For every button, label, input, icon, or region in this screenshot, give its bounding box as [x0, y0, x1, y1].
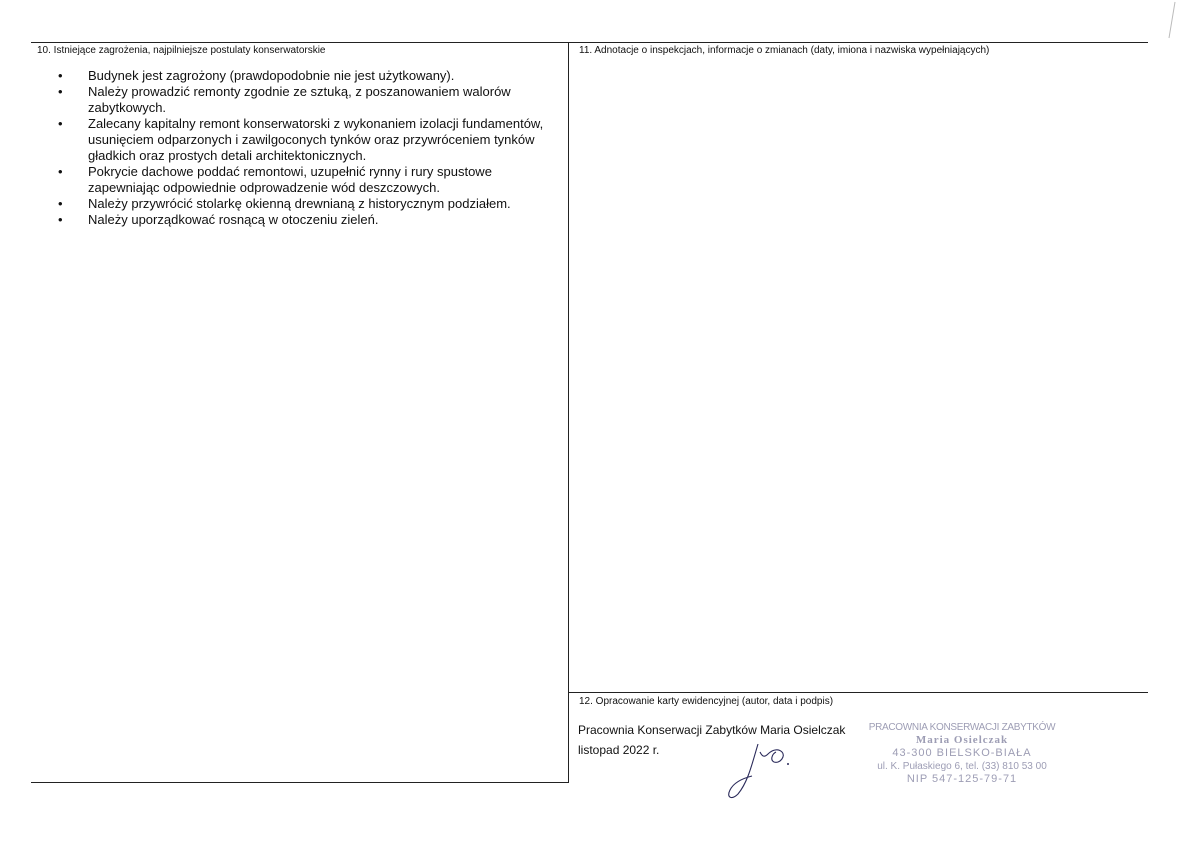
- date-text: listopad 2022 r.: [578, 743, 660, 757]
- list-item: • Należy prowadzić remonty zgodnie ze sztuką, z poszanowaniem walorów zabytkowych.: [58, 84, 558, 116]
- stamp-line-4: ul. K. Pułaskiego 6, tel. (33) 810 53 00: [877, 761, 1047, 772]
- column-divider-line: [568, 42, 569, 783]
- section12-label: 12. Opracowanie karty ewidencyjnej (autor, data i podpis): [579, 696, 834, 707]
- signature-mark: [718, 734, 808, 804]
- stamp-line-2: Maria Osielczak: [915, 734, 1009, 746]
- scan-mark: [1163, 0, 1179, 40]
- section10-label: 10. Istniejące zagrożenia, najpilniejsze postulaty konserwatorskie: [37, 45, 326, 56]
- stamp-line-3: 43-300 BIELSKO-BIAŁA: [892, 747, 1032, 759]
- list-item: • Należy uporządkować rosnącą w otoczeniu zieleń.: [58, 212, 558, 228]
- list-item: • Zalecany kapitalny remont konserwatorski z wykonaniem izolacji fundamentów, usunięciem odparzonych i zawilgoconych tynków oraz przywróceniem tynków gładkich oraz prostych detali architektonicznych.: [58, 116, 558, 164]
- section12-top-line: [568, 692, 1148, 693]
- stamp-line-1: PRACOWNIA KONSERWACJI ZABYTKÓW: [868, 722, 1056, 733]
- list-item: • Należy przywrócić stolarkę okienną drewnianą z historycznym podziałem.: [58, 196, 558, 212]
- conservation-recommendations-list: [58, 68, 558, 228]
- top-border-line: [31, 42, 1148, 43]
- list-item: • Budynek jest zagrożony (prawdopodobnie nie jest użytkowany).: [58, 68, 558, 84]
- company-stamp: [862, 721, 1062, 786]
- list-item: • Pokrycie dachowe poddać remontowi, uzupełnić rynny i rury spustowe zapewniając odpowiednie odprowadzenie wód deszczowych.: [58, 164, 558, 196]
- section11-label: 11. Adnotacje o inspekcjach, informacje o zmianach (daty, imiona i nazwiska wypełniających): [579, 45, 990, 56]
- left-bottom-border-line: [31, 782, 569, 783]
- stamp-line-5: NIP 547-125-79-71: [906, 773, 1018, 785]
- author-text: Pracownia Konserwacji Zabytków Maria Osielczak: [578, 723, 846, 737]
